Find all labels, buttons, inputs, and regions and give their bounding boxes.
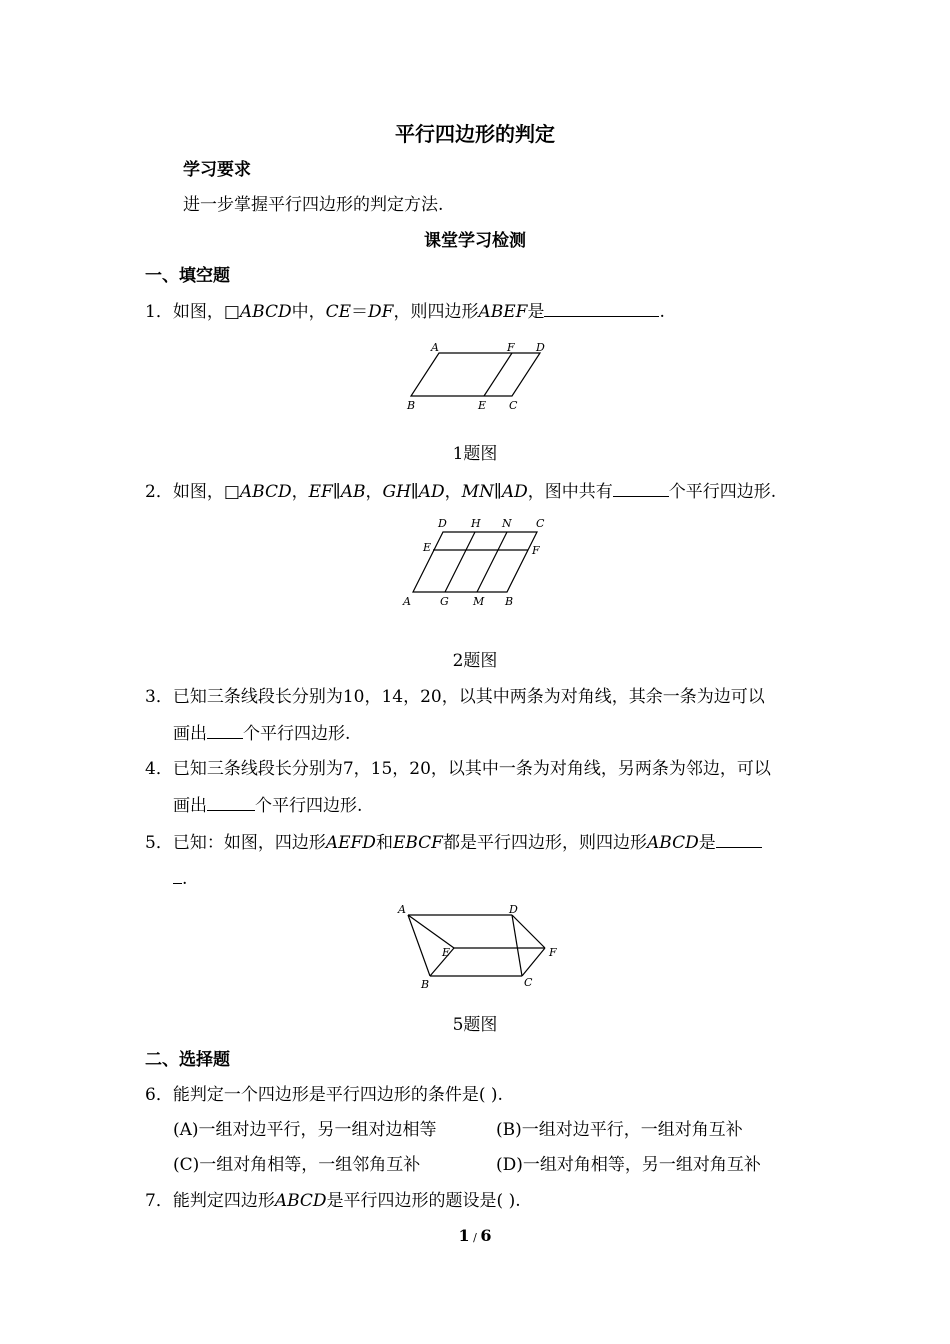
fig5-label-c: C xyxy=(524,976,533,989)
fig2-segment-nm xyxy=(477,532,507,592)
figure-2 xyxy=(395,512,555,612)
requirements-heading: 学习要求 xyxy=(183,160,251,180)
page-number: 1 / 6 xyxy=(458,1226,492,1245)
fig2-label-d: D xyxy=(438,517,447,530)
fig1-label-a: A xyxy=(431,341,439,354)
fig1-label-d: D xyxy=(536,341,545,354)
parallelogram-symbol: □ xyxy=(223,302,240,322)
fig1-label-f: F xyxy=(507,341,515,354)
section-title: 课堂学习检测 xyxy=(424,231,526,251)
fig1-label-b: B xyxy=(407,399,416,412)
figure-1-caption: 1题图 xyxy=(452,444,498,464)
fig2-segment-hg xyxy=(445,532,475,592)
fig5-segment-fc xyxy=(522,948,545,976)
page-title: 平行四边形的判定 xyxy=(395,122,555,146)
part2-heading: 二、选择题 xyxy=(145,1050,230,1070)
fig2-label-a: A xyxy=(403,595,411,608)
figure-2-caption: 2题图 xyxy=(452,651,498,671)
q6-option-d[interactable]: (D)一组对角相等，另一组对角互补 xyxy=(496,1155,761,1175)
figure-5-caption: 5题图 xyxy=(452,1015,498,1035)
fig2-label-h: H xyxy=(471,517,481,530)
fig2-label-m: M xyxy=(473,595,485,608)
fig5-segment-ae xyxy=(408,915,454,948)
parallelogram-symbol: □ xyxy=(223,482,240,502)
fig5-label-d: D xyxy=(509,903,518,916)
question-5-line-1: 5．已知：如图，四边形AEFD和EBCF都是平行四边形，则四边形ABCD是 xyxy=(145,829,762,855)
q2-answer-blank[interactable] xyxy=(613,478,669,497)
fig5-segment-ab xyxy=(408,915,430,976)
part1-heading: 一、填空题 xyxy=(145,266,230,286)
fig5-label-f: F xyxy=(549,946,557,959)
q1-number: 1． xyxy=(145,302,173,322)
requirements-text: 进一步掌握平行四边形的判定方法. xyxy=(183,195,444,215)
fig2-label-e: E xyxy=(423,541,432,554)
fig2-label-g: G xyxy=(440,595,449,608)
fig1-segment-fe xyxy=(484,353,512,396)
fig2-parallelogram xyxy=(413,532,537,592)
fig1-label-e: E xyxy=(478,399,487,412)
fig5-label-e: E xyxy=(442,946,451,959)
q5-answer-blank-continued[interactable] xyxy=(173,865,182,884)
question-5-line-2: . xyxy=(173,865,187,891)
q1-answer-blank[interactable] xyxy=(544,298,659,317)
fig5-label-b: B xyxy=(421,978,430,991)
q6-option-b[interactable]: (B)一组对边平行，一组对角互补 xyxy=(496,1120,743,1140)
fig5-label-a: A xyxy=(398,903,406,916)
q3-answer-blank[interactable] xyxy=(207,720,243,739)
fig2-label-b: B xyxy=(505,595,514,608)
q6-option-a[interactable]: (A)一组对边平行，另一组对边相等 xyxy=(173,1120,437,1140)
question-6-stem: 6．能判定一个四边形是平行四边形的条件是( ). xyxy=(145,1085,503,1105)
fig2-label-f: F xyxy=(532,544,540,557)
fig1-parallelogram xyxy=(411,353,540,396)
question-3-line-1: 3．已知三条线段长分别为10，14，20，以其中两条为对角线，其余一条为边可以 xyxy=(145,687,765,707)
fig2-label-n: N xyxy=(502,517,512,530)
figure-1 xyxy=(400,338,560,418)
question-4-line-2: 画出 个平行四边形. xyxy=(173,792,362,818)
q4-answer-blank[interactable] xyxy=(207,792,255,811)
q6-option-c[interactable]: (C)一组对角相等，一组邻角互补 xyxy=(173,1155,421,1175)
question-2: 2．如图，□ABCD，EF∥AB，GH∥AD，MN∥AD，图中共有 个平行四边形. xyxy=(145,478,776,504)
q5-answer-blank[interactable] xyxy=(716,829,762,848)
question-1: 1．如图，□ABCD中，CE＝DF，则四边形ABEF是 . xyxy=(145,298,665,324)
fig2-label-c: C xyxy=(536,517,545,530)
q2-number: 2． xyxy=(145,482,173,502)
question-7: 7．能判定四边形ABCD是平行四边形的题设是( ). xyxy=(145,1191,521,1211)
question-3-line-2: 画出 个平行四边形. xyxy=(173,720,350,746)
fig1-label-c: C xyxy=(509,399,518,412)
question-4-line-1: 4．已知三条线段长分别为7，15，20，以其中一条为对角线，另两条为邻边，可以 xyxy=(145,759,771,779)
figure-5 xyxy=(390,898,570,993)
